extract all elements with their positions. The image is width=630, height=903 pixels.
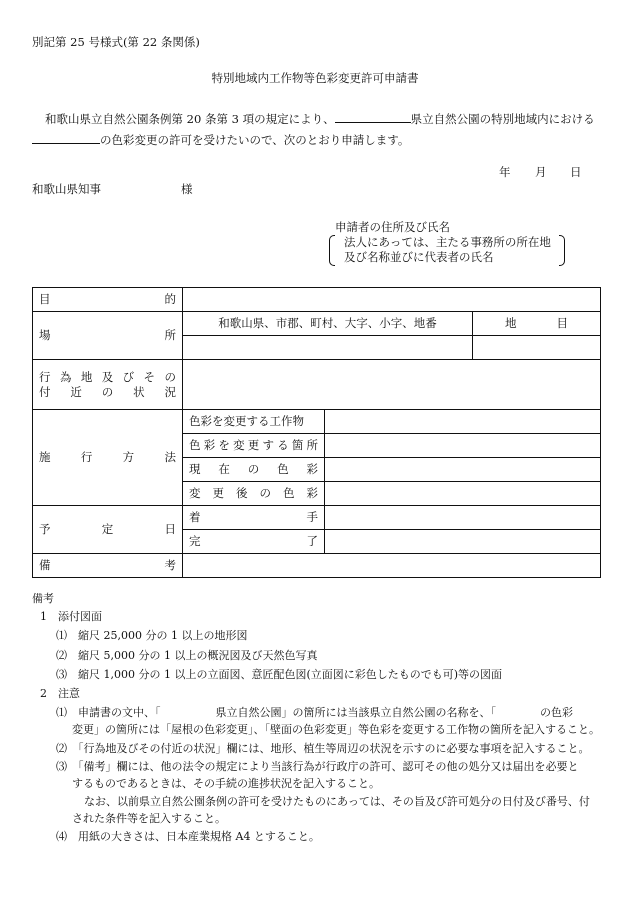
applicant-label: 申請者の住所及び氏名 [335,220,450,234]
date-month: 月 [535,165,547,179]
form-title: 特別地域内工作物等色彩変更許可申請書 [211,71,419,85]
land-category-field[interactable] [473,336,601,360]
notes-section [32,592,612,844]
structure-blank [32,132,100,144]
schedule-label: 予 定 日 [39,522,176,537]
intro-line-2 [32,132,409,148]
place-row-1 [33,312,601,336]
intro-line-1 [45,111,595,127]
method-item-1: 色彩を変更する工作物 [183,410,325,434]
note-2-1b: 変更」の箇所には「屋根の色彩変更」、「壁面の色彩変更」等色彩を変更する工作物の箇所を記入すること。 [72,723,600,737]
start-date-field[interactable] [325,506,601,530]
note-2-3d: された条件等を記入すること。 [72,812,226,826]
intro-text-a: 和歌山県立自然公園条例第 20 条第 3 項の規定により、 [45,112,335,126]
date-year: 年 [499,165,511,179]
end-date-field[interactable] [325,530,601,554]
note-2-4: ⑷ 用紙の大きさは、日本産業規格 A4 とすること。 [56,830,320,844]
place-subheader: 和歌山県、市郡、町村、大字、小字、地番 [183,312,473,336]
purpose-field[interactable] [183,288,601,312]
note-2-2: ⑵ 「行為地及びその付近の状況」欄には、地形、植生等周辺の状況を示すのに必要な事項を記入すること。 [56,741,590,755]
end-label: 完 了 [189,534,318,549]
method-row-1 [33,410,601,434]
remarks-field[interactable] [183,554,601,578]
applicant-note-2: 及び名称並びに代表者の氏名 [344,250,494,264]
left-paren [329,235,335,266]
note-1-3: ⑶ 縮尺 1,000 分の 1 以上の立面図、意匠配色図(立面図に彩色したものでも可)等の図面 [56,667,503,681]
place-address-field[interactable] [183,336,473,360]
note-2-1a: ⑴ 申請書の文中、「 県立自然公園」の箇所には当該県立自然公園の名称を、「 の色彩 [56,706,573,720]
status-row [33,360,601,410]
method-item-2: 色 彩 を 変 更 す る 箇 所 [189,438,318,453]
note-1: 1 添付図面 [40,610,102,624]
schedule-row-1 [33,506,601,530]
application-table [32,287,601,578]
notes-heading: 備考 [32,592,54,605]
remarks-label: 備 考 [39,558,176,573]
status-label: 行 為 地 及 び そ の 付 近 の 状 況 [33,360,183,410]
status-field[interactable] [183,360,601,410]
addressee: 和歌山県知事 [32,182,101,196]
remarks-row [33,554,601,578]
note-2-3a: ⑶ 「備考」欄には、他の法令の規定により当該行為が行政庁の許可、認可その他の処分又は届出を必要と [56,759,579,773]
land-category-header: 地 目 [505,316,568,331]
addressee-honorific: 様 [181,182,193,196]
note-1-1: ⑴ 縮尺 25,000 分の 1 以上の地形図 [56,629,248,643]
start-label: 着 手 [189,510,318,525]
park-name-blank [335,111,411,123]
intro-text-c: の色彩変更の許可を受けたいので、次のとおり申請します。 [100,133,410,147]
intro-text-b: 県立自然公園の特別地域内における [410,112,595,126]
date-day: 日 [570,165,582,179]
purpose-label: 目 的 [39,292,176,307]
right-paren [559,235,565,266]
note-2-3c: なお、以前県立自然公園条例の許可を受けたものにあっては、その旨及び許可処分の日付及び番号、付 [84,795,590,809]
note-2-3b: するものであるときは、その手続の進捗状況を記入すること。 [72,776,380,790]
note-1-2: ⑵ 縮尺 5,000 分の 1 以上の概況図及び天然色写真 [56,648,318,662]
form-number: 別記第 25 号様式(第 22 条関係) [32,35,200,49]
purpose-row [33,288,601,312]
place-label: 場 所 [39,328,176,343]
method-item-4: 変 更 後 の 色 彩 [189,486,318,501]
method-label: 施 行 方 法 [39,450,176,465]
applicant-note-1: 法人にあっては、主たる事務所の所在地 [344,235,551,249]
method-item-3: 現 在 の 色 彩 [189,462,318,477]
method-field-4[interactable] [325,482,601,506]
method-field-2[interactable] [325,434,601,458]
method-field-3[interactable] [325,458,601,482]
note-2: 2 注意 [40,686,80,700]
method-field-1[interactable] [325,410,601,434]
